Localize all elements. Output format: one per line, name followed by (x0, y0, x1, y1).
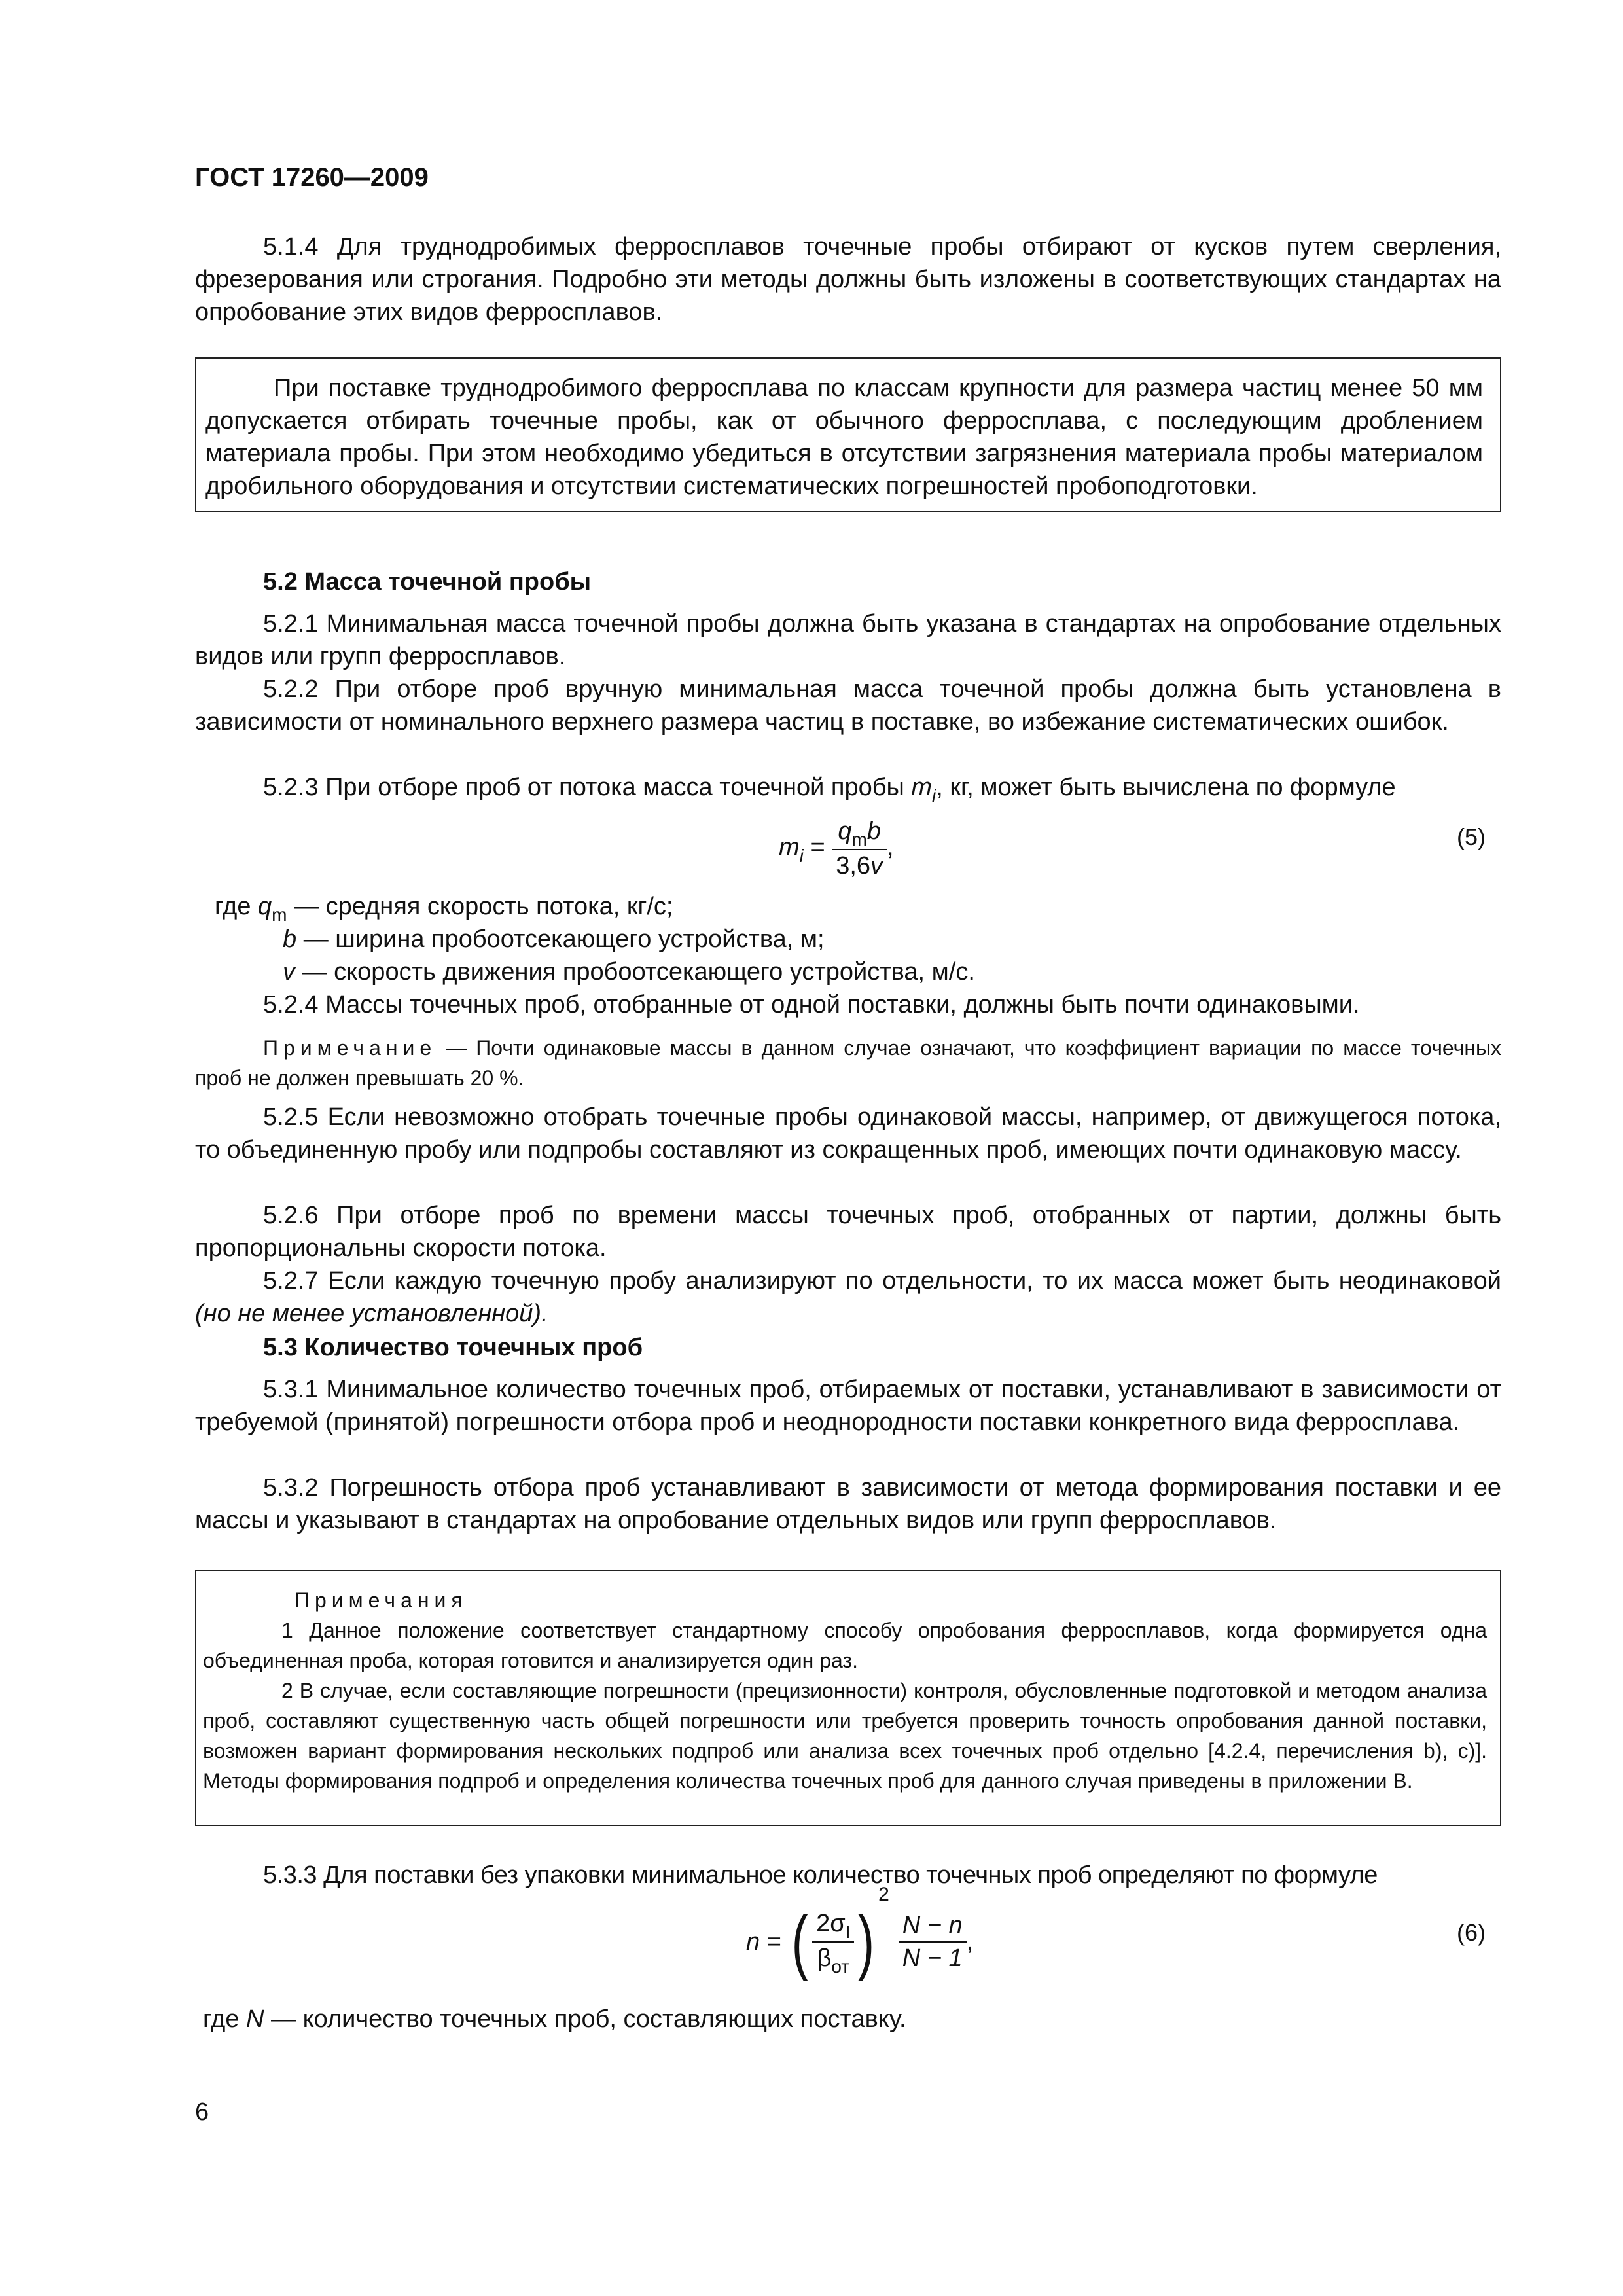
where5-dash-1: — (287, 893, 326, 920)
where6-desc: количество точечных проб, составляющих поставку. (302, 2005, 906, 2033)
paragraph-5-2-3 (195, 771, 1501, 806)
paragraph-5-3-3: 5.3.3 Для поставки без упаковки минимальное количество точечных проб определяют по формуле (263, 1861, 1378, 1889)
formula-5 (779, 816, 894, 882)
f5-num-b: b (866, 817, 881, 845)
f6-den1-text: β (817, 1945, 832, 1972)
note-text: — Почти одинаковые массы в данном случае означают, что коэффициент вариации по массе точечных проб не должен превышать 20 %. (195, 1036, 1501, 1090)
f5-fraction (832, 816, 887, 882)
where5-desc-2: ширина пробоотсекающего устройства, м; (335, 925, 825, 953)
p523-after: , кг, может быть вычислена по формуле (936, 774, 1396, 801)
f5-lhs: m (779, 833, 800, 861)
where-6-row (203, 2003, 906, 2036)
f6-fraction-2 (899, 1910, 967, 1974)
f6-eq: = (760, 1928, 789, 1956)
formula-6-number: (6) (1457, 1919, 1486, 1946)
f5-num-q: q (838, 817, 852, 845)
page-number: 6 (195, 2098, 209, 2126)
paragraph-5-2-2: 5.2.2 При отборе проб вручную минимальная масса точечной пробы должна быть установлена в зависимости от номинального верхнего размера частиц в поставке, во избежание систематических ошибок. (195, 675, 1501, 736)
inserted-text-box (195, 357, 1501, 512)
paragraph-5-2-4: 5.2.4 Массы точечных проб, отобранные от одной поставки, должны быть почти одинаковыми. (263, 991, 1360, 1018)
where5-desc-3: скорость движения пробоотсекающего устройства, м/с. (334, 958, 975, 986)
where6-prefix: где (203, 2005, 247, 2033)
where5-dash-3: — (295, 958, 334, 986)
paragraph-5-3-1: 5.3.1 Минимальное количество точечных проб, отбираемых от поставки, устанавливают в зависимости от требуемой (принятой) погрешности отбора проб и неоднородности поставки конкретного вида ферросплава. (195, 1376, 1501, 1436)
note-5-2-4 (195, 1033, 1501, 1093)
f6-left-paren: ( (791, 1901, 809, 1982)
f5-den-text: 3,6 (836, 852, 871, 880)
paragraph-5-1-4: 5.1.4 Для труднодробимых ферросплавов точечные пробы отбирают от кусков путем сверления, фрезерования или строгания. Подробно эти методы должны быть изложены в соответствующих стандартах на опробование этих видов ферросплавов. (195, 233, 1501, 326)
f5-numerator (832, 816, 887, 850)
paragraph-5-3-2: 5.3.2 Погрешность отбора проб устанавливают в зависимости от метода формирования поставки и ее массы и указывают в стандартах на опробование отдельных видов или групп ферросплавов. (195, 1474, 1501, 1534)
p527-text: 5.2.7 Если каждую точечную пробу анализируют по отдельности, то их масса может быть неодинаковой (263, 1267, 1501, 1295)
p523-var-sub: i (932, 785, 936, 806)
f6-fraction-1 (812, 1908, 854, 1976)
where5-desc-1: средняя скорость потока, кг/с; (325, 893, 673, 920)
f5-num-q-sub: m (851, 829, 867, 850)
paragraph-5-2-6: 5.2.6 При отборе проб по времени массы точечных проб, отобранных от партии, должны быть пропорциональны скорости потока. (195, 1202, 1501, 1262)
f6-right-paren: ) (857, 1901, 875, 1982)
section-5-2-title: 5.2 Масса точечной пробы (263, 568, 592, 596)
f6-tail: , (966, 1928, 974, 1956)
paragraph-5-2-5: 5.2.5 Если невозможно отобрать точечные пробы одинаковой массы, например, от движущегося потока, то объединенную пробу или подпробы составляют из сокращенных проб, имеющих почти одинаковую массу. (195, 1103, 1501, 1164)
f6-den1-sub: от (831, 1956, 850, 1977)
note-2: 2 В случае, если составляющие погрешности (прецизионности) контроля, обусловленные подготовкой и методом анализа проб, составляют существенную часть общей погрешности или требуется проверить точность опробования данной поставки, возможен вариант формирования нескольких подпроб или анализа всех точечных проб отдельно [4.2.4, перечисления b), c)]. Методы формирования подпроб и определения количества точечных проб для данного случая приведены в приложении В. (203, 1679, 1487, 1793)
formula-6 (746, 1884, 974, 1982)
f6-num1-text: 2σ (816, 1910, 846, 1937)
where5-sym-q-sub: m (272, 905, 287, 925)
f5-eq: = (803, 833, 832, 861)
f5-den-var: v (870, 852, 883, 880)
p527-italic: (но не менее установленной). (195, 1300, 548, 1327)
f5-denominator (832, 850, 887, 882)
notes-box (195, 1570, 1501, 1826)
p523-before: 5.2.3 При отборе проб от потока масса точечной пробы (263, 774, 912, 801)
f5-tail: , (887, 833, 894, 861)
document-header: ГОСТ 17260—2009 (195, 163, 429, 192)
f6-lhs: n (746, 1928, 760, 1956)
where-5-row-1 (215, 890, 673, 925)
f6-exponent: 2 (878, 1884, 889, 1905)
paragraph-5-2-7 (195, 1265, 1501, 1330)
f6-den2: N − 1 (902, 1945, 963, 1972)
where5-dash-2: — (296, 925, 336, 953)
where-5-row-3 (283, 956, 975, 988)
f6-num1 (812, 1908, 854, 1943)
where-5-row-2 (283, 923, 825, 956)
f6-num1-sub: I (845, 1922, 851, 1942)
f6-den1 (812, 1943, 854, 1976)
note-label: Примечание (263, 1036, 437, 1060)
f6-num2: N − n (899, 1910, 967, 1943)
where6-dash: — (264, 2005, 303, 2033)
paragraph-5-2-1: 5.2.1 Минимальная масса точечной пробы должна быть указана в стандартах на опробование отдельных видов или групп ферросплавов. (195, 610, 1501, 670)
section-5-3-title: 5.3 Количество точечных проб (263, 1334, 643, 1361)
where5-prefix: где (215, 893, 259, 920)
where5-sym-q: q (258, 893, 272, 920)
where5-sym-v: v (283, 958, 295, 986)
p523-var: m (911, 774, 933, 801)
f5-lhs-sub: i (799, 845, 804, 866)
formula-5-number: (5) (1457, 823, 1486, 850)
where6-sym: N (246, 2005, 264, 2033)
where5-sym-b: b (283, 925, 297, 953)
note-1: 1 Данное положение соответствует стандартному способу опробования ферросплавов, когда формируется одна объединенная проба, которая готовится и анализируется один раз. (203, 1619, 1487, 1672)
inserted-text: При поставке труднодробимого ферросплава по классам крупности для размера частиц менее 50 мм допускается отбирать точечные пробы, как от обычного ферросплава, с последующим дроблением материала пробы. При этом необходимо убедиться в отсутствии загрязнения материала пробы материалом дробильного оборудования и отсутствии систематических погрешностей пробоподготовки. (205, 374, 1483, 500)
notes-title: Примечания (294, 1588, 468, 1612)
